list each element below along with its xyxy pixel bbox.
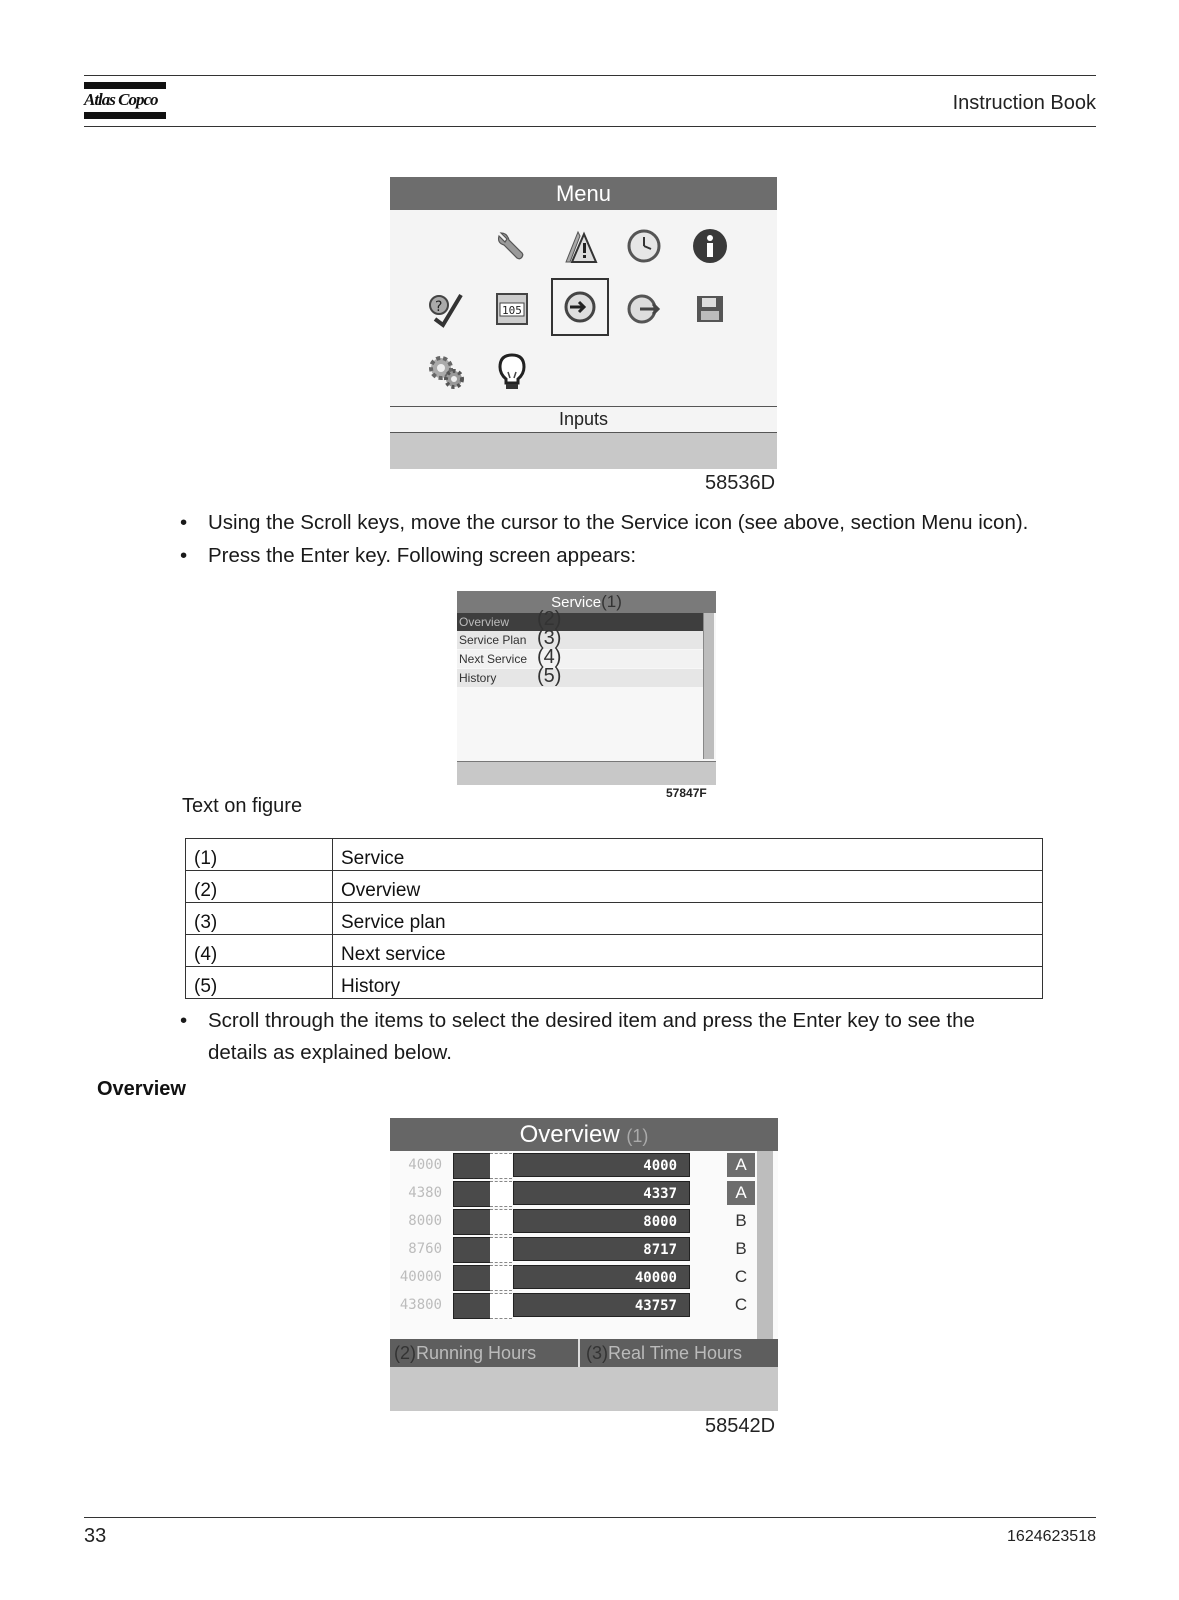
header-top-rule	[84, 75, 1096, 76]
overview-bar-left	[453, 1209, 491, 1235]
overview-screen-title	[390, 1118, 778, 1151]
table-row	[186, 967, 1043, 999]
text-on-figure-table	[185, 838, 1043, 999]
wrench-icon[interactable]	[490, 224, 534, 268]
checklist-icon[interactable]	[424, 287, 468, 331]
table-row	[186, 871, 1043, 903]
table-cell-text: Next service	[333, 935, 1043, 967]
bullet-item-2	[180, 540, 637, 572]
service-callout-5: (5)	[537, 665, 562, 687]
overview-row-interval: 4000	[408, 1157, 442, 1173]
service-item-next-service[interactable]	[457, 650, 705, 668]
doc-number: 1624623518	[1007, 1528, 1096, 1545]
real-time-hours-tab[interactable]	[582, 1339, 778, 1367]
overview-scrollbar[interactable]	[757, 1151, 773, 1339]
service-callout-2: (2)	[537, 608, 562, 630]
bullet-dot: •	[180, 511, 188, 534]
overview-bar-left	[453, 1265, 491, 1291]
counter-icon[interactable]	[490, 287, 534, 331]
overview-bar-gap	[490, 1209, 512, 1235]
overview-bar-gap	[490, 1153, 512, 1179]
overview-level-letter: A	[727, 1153, 755, 1177]
doc-title: Instruction Book	[952, 92, 1096, 114]
menu-screen-footer	[390, 432, 777, 469]
overview-level-letter: B	[735, 1211, 747, 1230]
overview-bar-value: 4337	[513, 1181, 690, 1205]
service-item-overview[interactable]	[457, 613, 705, 631]
service-figure-code: 57847F	[666, 786, 707, 800]
footer-rule	[84, 1517, 1096, 1518]
overview-title-callout: (1)	[626, 1126, 649, 1146]
table-cell-ref: (1)	[186, 839, 333, 871]
table-cell-ref: (5)	[186, 967, 333, 999]
overview-bar-value: 8717	[513, 1237, 690, 1261]
overview-bar-left	[453, 1237, 491, 1263]
menu-screen-divider	[390, 406, 777, 407]
table-row	[186, 935, 1043, 967]
overview-bar-gap	[490, 1293, 512, 1319]
overview-bar-left	[453, 1153, 491, 1179]
bullet-text-3-line2: details as explained below.	[208, 1041, 452, 1064]
service-screen-footer	[457, 761, 716, 785]
page-number: 33	[84, 1525, 107, 1547]
gear-icon[interactable]	[424, 350, 468, 394]
service-item-label: Next Service	[459, 652, 528, 666]
service-item-service-plan[interactable]	[457, 631, 705, 649]
bullet-text-1: Using the Scroll keys, move the cursor to the Service icon (see above, section Menu icon).	[208, 511, 1029, 534]
overview-row-interval: 43800	[399, 1297, 442, 1313]
logo-bar-bottom	[84, 112, 166, 119]
counter-icon-digits: 105	[502, 304, 522, 317]
overview-screen	[390, 1118, 778, 1411]
header-bottom-rule	[84, 126, 1096, 127]
outputs-icon[interactable]	[622, 287, 666, 331]
overview-bar-gap	[490, 1181, 512, 1207]
service-screen-title	[457, 591, 716, 613]
service-title-callout: (1)	[601, 592, 622, 611]
overview-bar-gap	[490, 1265, 512, 1291]
overview-row-interval: 8000	[408, 1213, 442, 1229]
running-hours-label: Running Hours	[416, 1343, 537, 1363]
atlas-copco-logo: Atlas Copco	[84, 90, 158, 109]
table-cell-text: Overview	[333, 871, 1043, 903]
lightbulb-icon[interactable]	[490, 350, 534, 394]
service-title-text: Service	[551, 594, 602, 611]
overview-level-letter: A	[727, 1181, 755, 1205]
overview-bar-value: 40000	[513, 1265, 690, 1289]
service-item-label: Service Plan	[459, 633, 527, 647]
overview-bar-value: 8000	[513, 1209, 690, 1233]
overview-row-interval: 4380	[408, 1185, 442, 1201]
real-time-hours-callout: (3)	[586, 1343, 608, 1363]
overview-bar-value: 4000	[513, 1153, 690, 1177]
overview-level-letter: C	[734, 1295, 748, 1314]
menu-selected-label: Inputs	[558, 409, 609, 429]
bullet-text-3-line1: Scroll through the items to select the desired item and press the Enter key to see the	[208, 1009, 975, 1032]
logo-bar-top	[84, 82, 166, 89]
overview-bar-left	[453, 1293, 491, 1319]
bullet-text-2: Press the Enter key. Following screen appears:	[208, 544, 637, 567]
overview-bar-gap	[490, 1237, 512, 1263]
menu-screen	[390, 177, 777, 468]
table-cell-text: Service	[333, 839, 1043, 871]
bullet-item-1	[180, 507, 1029, 539]
bullet-dot: •	[180, 1009, 188, 1032]
save-icon[interactable]	[688, 287, 732, 331]
bullet-item-3	[180, 1005, 975, 1069]
inputs-icon[interactable]	[551, 278, 609, 336]
real-time-hours-label: Real Time Hours	[608, 1343, 743, 1363]
running-hours-tab[interactable]	[390, 1339, 580, 1367]
bullet-dot: •	[180, 544, 188, 567]
table-cell-text: Service plan	[333, 903, 1043, 935]
clock-icon[interactable]	[622, 224, 666, 268]
running-hours-callout: (2)	[394, 1343, 416, 1363]
section-heading-overview: Overview	[97, 1078, 186, 1100]
overview-level-letter: C	[734, 1267, 748, 1286]
table-row	[186, 903, 1043, 935]
svg-text:?: ?	[435, 299, 443, 315]
service-callout-4: (4)	[537, 646, 562, 668]
service-scrollbar[interactable]	[703, 613, 714, 759]
overview-figure-code: 58542D	[705, 1415, 776, 1437]
service-item-label: Overview	[459, 615, 510, 629]
warning-icon[interactable]	[556, 224, 600, 268]
overview-bar-left	[453, 1181, 491, 1207]
overview-bar-value: 43757	[513, 1293, 690, 1317]
table-cell-ref: (3)	[186, 903, 333, 935]
service-item-history[interactable]	[457, 669, 705, 687]
overview-row-interval: 8760	[408, 1241, 442, 1257]
menu-figure-code: 58536D	[705, 472, 776, 494]
service-screen	[457, 591, 716, 784]
overview-level-letter: B	[735, 1239, 747, 1258]
info-icon[interactable]	[688, 224, 732, 268]
service-item-label: History	[459, 671, 497, 685]
overview-title-text: Overview	[519, 1121, 620, 1148]
table-row	[186, 839, 1043, 871]
menu-screen-title: Menu	[390, 177, 777, 210]
table-cell-ref: (4)	[186, 935, 333, 967]
overview-screen-footer	[390, 1367, 778, 1411]
overview-row-interval: 40000	[399, 1269, 442, 1285]
text-on-figure-heading: Text on figure	[182, 795, 303, 817]
service-callout-3: (3)	[537, 627, 562, 649]
table-cell-ref: (2)	[186, 871, 333, 903]
table-cell-text: History	[333, 967, 1043, 999]
